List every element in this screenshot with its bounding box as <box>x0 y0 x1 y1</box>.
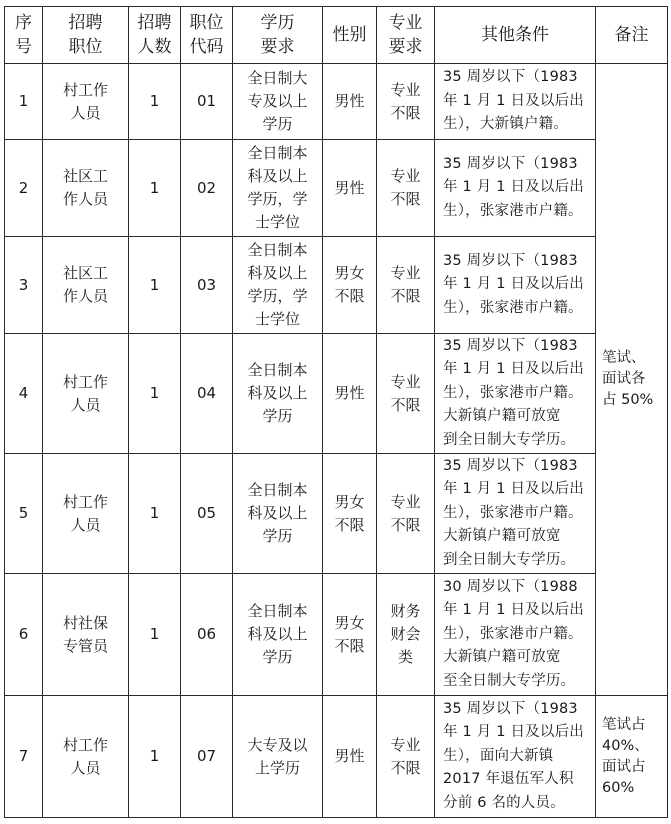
cell-no: 4 <box>5 334 43 454</box>
cell-gender: 男女 不限 <box>323 574 377 696</box>
cell-conditions: 35 周岁以下（1983 年 1 月 1 日及以后出 生），张家港市户籍。 <box>435 237 596 334</box>
cell-code: 01 <box>181 64 233 140</box>
header-row <box>5 7 668 64</box>
header-count: 招聘 人数 <box>129 7 181 64</box>
cell-conditions: 35 周岁以下（1983 年 1 月 1 日及以后出 生），面向大新镇 2017 年退伍军人积 分前 6 名的人员。 <box>435 696 596 818</box>
cell-conditions: 35 周岁以下（1983 年 1 月 1 日及以后出 生），张家港市户籍。 <box>435 140 596 237</box>
table-row <box>5 64 668 140</box>
cell-count: 1 <box>129 237 181 334</box>
header-notes: 备注 <box>596 7 668 64</box>
cell-education: 全日制本 科及以上 学历 <box>233 574 323 696</box>
header-no: 序 号 <box>5 7 43 64</box>
cell-no: 5 <box>5 454 43 574</box>
table-row <box>5 454 668 574</box>
table-row <box>5 574 668 696</box>
cell-position: 村工作 人员 <box>43 696 129 818</box>
cell-position: 村工作 人员 <box>43 454 129 574</box>
table-row <box>5 140 668 237</box>
cell-code: 04 <box>181 334 233 454</box>
cell-position: 村工作 人员 <box>43 334 129 454</box>
cell-gender: 男性 <box>323 140 377 237</box>
cell-code: 07 <box>181 696 233 818</box>
cell-position: 社区工 作人员 <box>43 140 129 237</box>
cell-position: 村工作 人员 <box>43 64 129 140</box>
cell-conditions: 35 周岁以下（1983 年 1 月 1 日及以后出 生），张家港市户籍。 大新镇户籍可放宽 到全日制大专学历。 <box>435 334 596 454</box>
table-row <box>5 696 668 818</box>
cell-gender: 男女 不限 <box>323 454 377 574</box>
cell-major: 财务 财会 类 <box>377 574 435 696</box>
cell-gender: 男性 <box>323 64 377 140</box>
cell-major: 专业 不限 <box>377 454 435 574</box>
cell-major: 专业 不限 <box>377 64 435 140</box>
header-education: 学历 要求 <box>233 7 323 64</box>
cell-education: 全日制本 科及以上 学历，学 士学位 <box>233 140 323 237</box>
cell-count: 1 <box>129 64 181 140</box>
cell-code: 06 <box>181 574 233 696</box>
cell-notes-row7: 笔试占 40%、 面试占 60% <box>596 696 668 818</box>
cell-gender: 男性 <box>323 696 377 818</box>
cell-conditions: 35 周岁以下（1983 年 1 月 1 日及以后出 生），张家港市户籍。 大新镇户籍可放宽 到全日制大专学历。 <box>435 454 596 574</box>
cell-major: 专业 不限 <box>377 334 435 454</box>
cell-no: 1 <box>5 64 43 140</box>
cell-education: 全日制本 科及以上 学历 <box>233 334 323 454</box>
cell-notes-group: 笔试、 面试各 占 50% <box>596 64 668 696</box>
cell-education: 全日制本 科及以上 学历 <box>233 454 323 574</box>
cell-major: 专业 不限 <box>377 237 435 334</box>
cell-gender: 男性 <box>323 334 377 454</box>
cell-position: 社区工 作人员 <box>43 237 129 334</box>
cell-count: 1 <box>129 140 181 237</box>
header-gender: 性别 <box>323 7 377 64</box>
header-conditions: 其他条件 <box>435 7 596 64</box>
cell-code: 02 <box>181 140 233 237</box>
table-row <box>5 334 668 454</box>
cell-count: 1 <box>129 574 181 696</box>
cell-no: 6 <box>5 574 43 696</box>
table-row <box>5 237 668 334</box>
cell-conditions: 30 周岁以下（1988 年 1 月 1 日及以后出 生），张家港市户籍。 大新镇户籍可放宽 至全日制大专学历。 <box>435 574 596 696</box>
cell-major: 专业 不限 <box>377 140 435 237</box>
header-major: 专业 要求 <box>377 7 435 64</box>
cell-count: 1 <box>129 334 181 454</box>
cell-education: 全日制大 专及以上 学历 <box>233 64 323 140</box>
cell-code: 05 <box>181 454 233 574</box>
cell-no: 2 <box>5 140 43 237</box>
header-code: 职位 代码 <box>181 7 233 64</box>
header-position: 招聘 职位 <box>43 7 129 64</box>
cell-education: 大专及以 上学历 <box>233 696 323 818</box>
cell-no: 3 <box>5 237 43 334</box>
recruitment-table <box>4 6 668 818</box>
cell-code: 03 <box>181 237 233 334</box>
cell-major: 专业 不限 <box>377 696 435 818</box>
cell-count: 1 <box>129 696 181 818</box>
cell-education: 全日制本 科及以上 学历，学 士学位 <box>233 237 323 334</box>
cell-gender: 男女 不限 <box>323 237 377 334</box>
cell-position: 村社保 专管员 <box>43 574 129 696</box>
cell-no: 7 <box>5 696 43 818</box>
cell-conditions: 35 周岁以下（1983 年 1 月 1 日及以后出 生），大新镇户籍。 <box>435 64 596 140</box>
cell-count: 1 <box>129 454 181 574</box>
